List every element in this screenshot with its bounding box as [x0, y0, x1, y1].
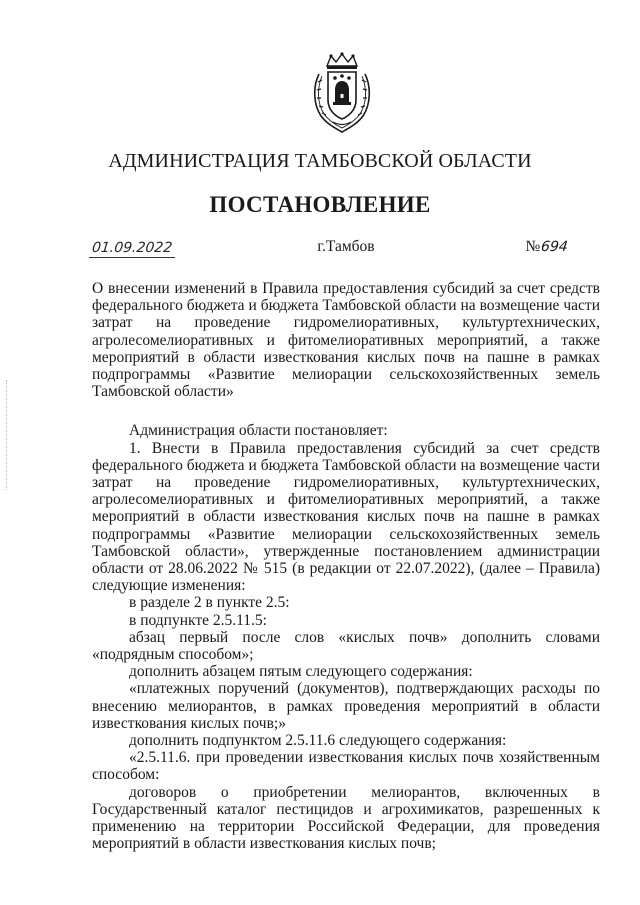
body-paragraph: дополнить абзацем пятым следующего содержания:	[129, 663, 473, 681]
body-paragraph: в подпункте 2.5.11.5:	[129, 611, 267, 629]
number-sign: №	[525, 238, 541, 255]
body-paragraph: «2.5.11.6. при проведении известкования кислых почв хозяйственным способом:	[92, 749, 600, 784]
document-meta-row	[92, 238, 600, 262]
scan-margin-marks	[6, 380, 10, 490]
number-value: 694	[540, 239, 569, 255]
body-paragraph: 1. Внести в Правила предоставления субсидий за счет средств федерального бюджета и бюджета Тамбовской области на возмещение части затрат на проведение гидромелиоративных, культуртехнических, агролесомелиоративных и фитомелиоративных мероприятий, а также мероприятий в области известкования кислых почв на пашне в рамках подпрограммы «Развитие мелиорации сельскохозяйственных земель Тамбовской области», утвержденные постановлением администрации области от 28.06.2022 № 515 (в редакции от 22.07.2022), (далее – Правила) следующие изменения:	[92, 439, 600, 595]
body-paragraph: Администрация области постановляет:	[129, 422, 388, 440]
organization-title: АДМИНИСТРАЦИЯ ТАМБОВСКОЙ ОБЛАСТИ	[108, 150, 532, 172]
document-date: 01.09.2022	[91, 240, 174, 256]
coat-of-arms-emblem	[311, 52, 373, 134]
document-subject: О внесении изменений в Правила предоставления субсидий за счет средств федерального бюджета и бюджета Тамбовской области на возмещение части затрат на проведение гидромелиоративных, культуртехнических, агролесомелиоративных и фитомелиоративных мероприятий, а также мероприятий в области известкования кислых почв на пашне в рамках подпрограммы «Развитие мелиорации сельскохозяйственных земель Тамбовской области»	[92, 280, 600, 401]
body-paragraph: абзац первый после слов «кислых почв» дополнить словами «подрядным способом»;	[92, 628, 600, 664]
body-paragraph: договоров о приобретении мелиорантов, включенных в Государственный каталог пестицидов и агрохимикатов, разрешенных к применению на территории Российской Федерации, для проведения мероприятий в области известкования кислых почв;	[92, 783, 600, 853]
document-city: г.Тамбов	[317, 238, 375, 255]
document-number	[525, 238, 568, 256]
body-paragraph: «платежных поручений (документов), подтверждающих расходы по внесению мелиорантов, в рамках проведения мероприятий в области известкования кислых почв;»	[92, 680, 600, 732]
body-paragraph: дополнить подпунктом 2.5.11.6 следующего содержания:	[129, 732, 507, 750]
document-type-title: ПОСТАНОВЛЕНИЕ	[209, 192, 431, 217]
body-paragraph: в разделе 2 в пункте 2.5:	[129, 594, 290, 612]
document-body	[92, 280, 600, 853]
